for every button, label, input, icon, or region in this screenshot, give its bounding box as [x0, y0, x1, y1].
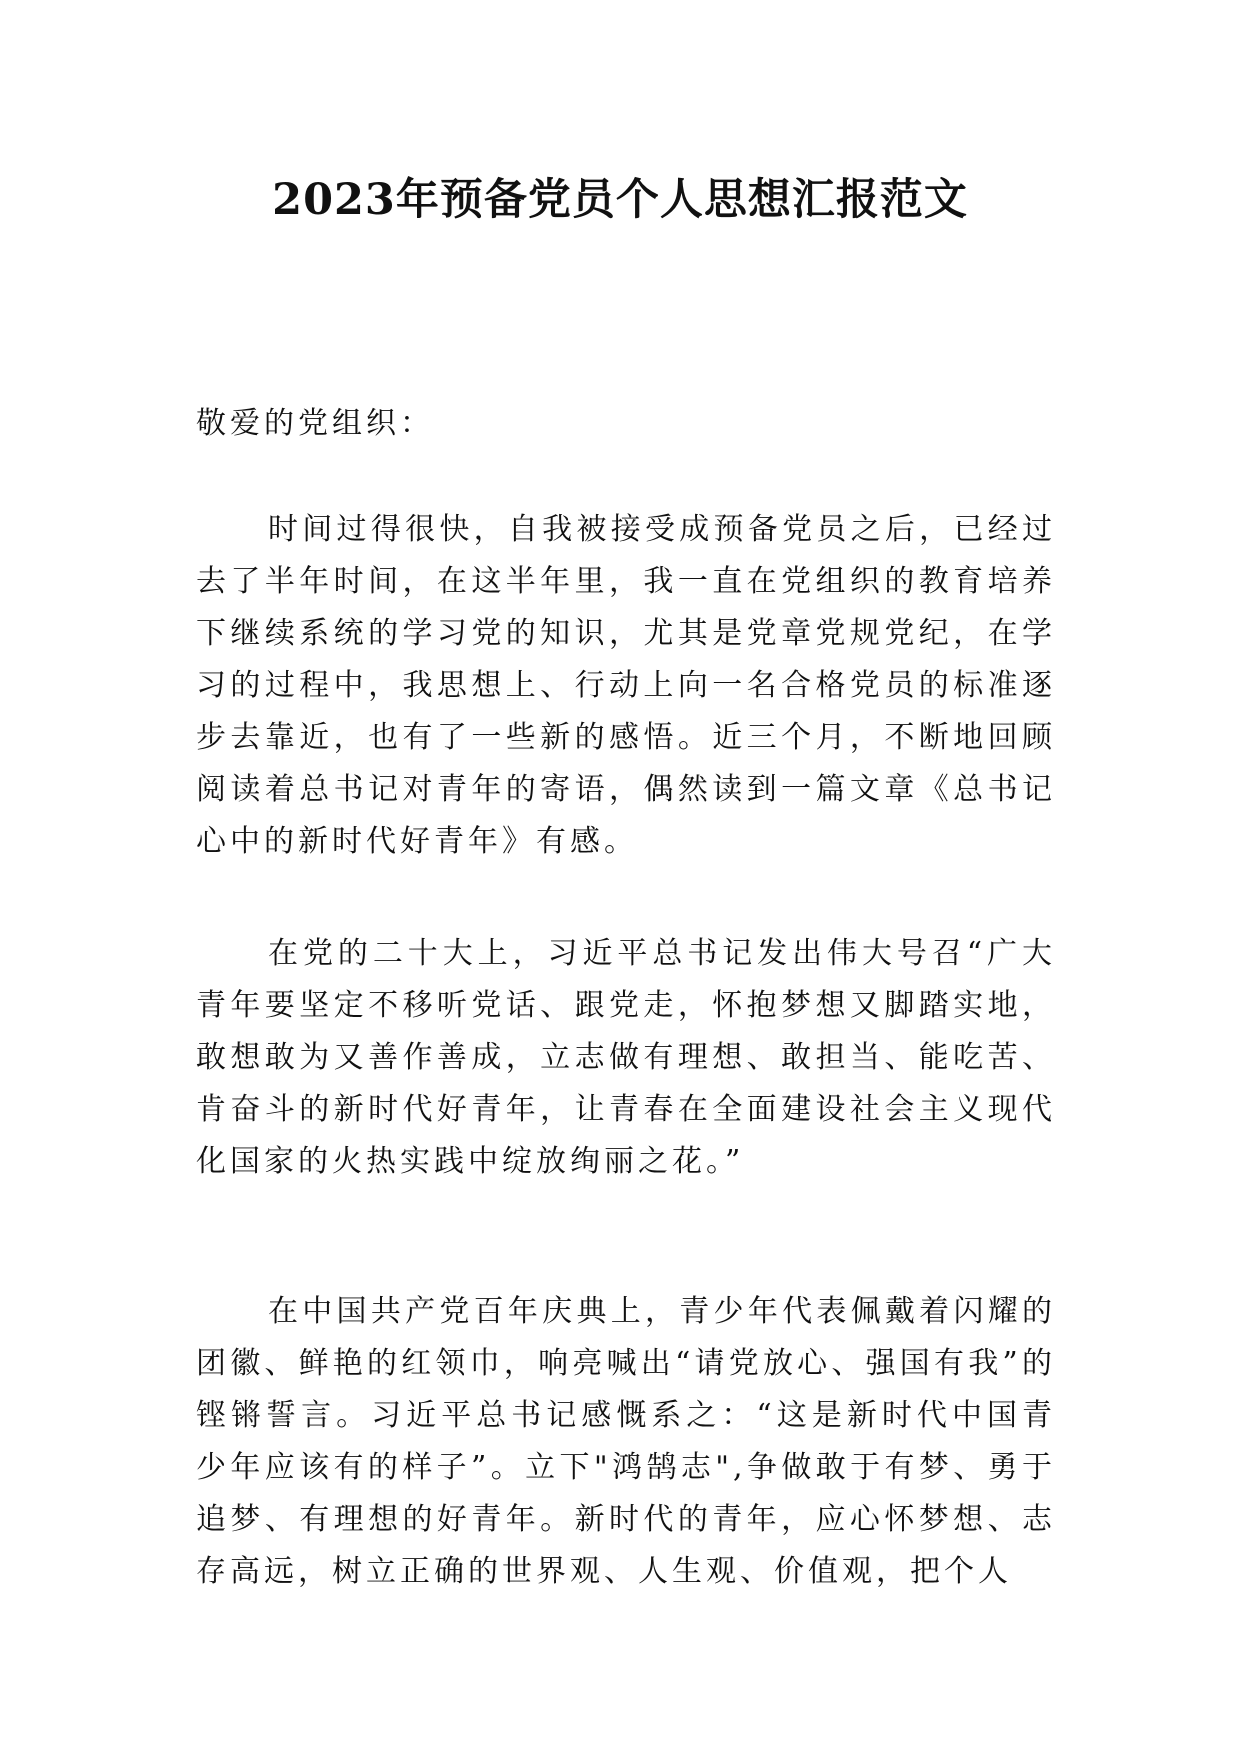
- salutation: 敬爱的党组织：: [196, 406, 434, 441]
- paragraph: 在党的二十大上，习近平总书记发出伟大号召“广大青年要坚定不移听党话、跟党走，怀抱梦想又脚踏实地，敢想敢为又善作善成，立志做有理想、敢担当、能吃苦、肯奋斗的新时代好青年，让青春在全面建设社会主义现代化国家的火热实践中绽放绚丽之花。”: [196, 936, 1056, 1179]
- document-title: 2023年预备党员个人思想汇报范文: [272, 175, 968, 225]
- paragraph: 在中国共产党百年庆典上，青少年代表佩戴着闪耀的团徽、鲜艳的红领巾，响亮喊出“请党放心、强国有我”的铿锵誓言。习近平总书记感慨系之：“这是新时代中国青少年应该有的样子”。立下"鸿鹄志",争做敢于有梦、勇于追梦、有理想的好青年。新时代的青年，应心怀梦想、志存高远，树立正确的世界观、人生观、价值观，把个人: [196, 1294, 1056, 1589]
- paragraph: 时间过得很快，自我被接受成预备党员之后，已经过去了半年时间，在这半年里，我一直在党组织的教育培养下继续系统的学习党的知识，尤其是党章党规党纪，在学习的过程中，我思想上、行动上向一名合格党员的标准逐步去靠近，也有了一些新的感悟。近三个月，不断地回顾阅读着总书记对青年的寄语，偶然读到一篇文章《总书记心中的新时代好青年》有感。: [196, 512, 1056, 859]
